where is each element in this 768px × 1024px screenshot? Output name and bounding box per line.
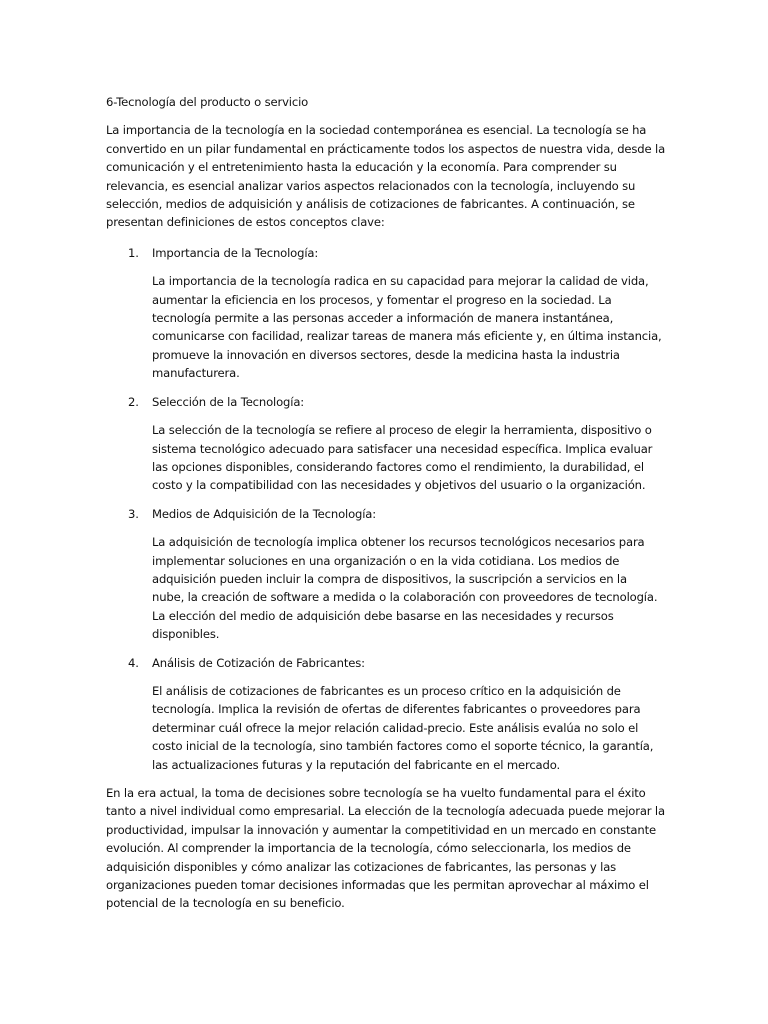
- list-item-heading-text: Selección de la Tecnología:: [152, 394, 305, 409]
- list-item-heading-text: Importancia de la Tecnología:: [152, 245, 319, 260]
- list-item-heading-text: Medios de Adquisición de la Tecnología:: [152, 506, 377, 521]
- list-item: [106, 505, 666, 644]
- list-item-body: La importancia de la tecnología radica en su capacidad para mejorar la calidad de vida, aumentar la eficiencia en los procesos, y fomentar el progreso en la sociedad. La tecnología permite a las personas acceder a información de manera instantánea, comunicarse con facilidad, realizar tareas de manera más eficiente y, en última instancia, promueve la innovación en diversos sectores, desde la medicina hasta la industria manufacturera.: [152, 274, 662, 381]
- conclusion-paragraph: En la era actual, la toma de decisiones sobre tecnología se ha vuelto fundamental para el éxito tanto a nivel individual como empresarial. La elección de la tecnología adecuada puede mejorar la productividad, impulsar la innovación y aumentar la competitividad en un mercado en constante evolución. Al comprender la importancia de la tecnología, cómo seleccionarla, los medios de adquisición disponibles y cómo analizar las cotizaciones de fabricantes, las personas y las organizaciones pueden tomar decisiones informadas que les permitan aprovechar al máximo el potencial de la tecnología en su beneficio.: [106, 786, 665, 911]
- intro-paragraph: La importancia de la tecnología en la sociedad contemporánea es esencial. La tecnología se ha convertido en un pilar fundamental en prácticamente todos los aspectos de nuestra vida, desde la comunicación y el entretenimiento hasta la educación y la economía. Para comprender su relevancia, es esencial analizar varios aspectos relacionados con la tecnología, incluyendo su selección, medios de adquisición y análisis de cotizaciones de fabricantes. A continuación, se presentan definiciones de estos conceptos clave:: [106, 123, 666, 230]
- concept-list: [106, 244, 666, 774]
- list-item-body: La selección de la tecnología se refiere al proceso de elegir la herramienta, dispositivo o sistema tecnológico adecuado para satisfacer una necesidad específica. Implica evaluar las opciones disponibles, considerando factores como el rendimiento, la durabilidad, el costo y la compatibilidad con las necesidades y objetivos del usuario o la organización.: [152, 423, 653, 493]
- list-item-heading: [106, 505, 666, 523]
- document-title: 6-Tecnología del producto o servicio: [106, 95, 309, 109]
- document-page: [106, 93, 666, 925]
- list-item-heading: [106, 393, 666, 411]
- list-item: [106, 654, 666, 774]
- list-item-body: La adquisición de tecnología implica obtener los recursos tecnológicos necesarios para implementar soluciones en una organización o en la vida cotidiana. Los medios de adquisición pueden incluir la compra de dispositivos, la suscripción a servicios en la nube, la creación de software a medida o la colaboración con proveedores de tecnología. La elección del medio de adquisición debe basarse en las necesidades y recursos disponibles.: [152, 535, 658, 642]
- list-item: [106, 244, 666, 383]
- list-item-heading-text: Análisis de Cotización de Fabricantes:: [152, 655, 365, 670]
- list-item: [106, 393, 666, 495]
- list-item-number: 3.: [128, 506, 139, 521]
- list-item-heading: [106, 244, 666, 262]
- list-item-number: 2.: [128, 394, 139, 409]
- list-item-body: El análisis de cotizaciones de fabricantes es un proceso crítico en la adquisición de tecnología. Implica la revisión de ofertas de diferentes fabricantes o proveedores para determinar cuál ofrece la mejor relación calidad-precio. Este análisis evalúa no solo el costo inicial de la tecnología, sino también factores como el soporte técnico, la garantía, las actualizaciones futuras y la reputación del fabricante en el mercado.: [152, 683, 654, 772]
- list-item-number: 4.: [128, 655, 139, 670]
- list-item-heading: [106, 654, 666, 672]
- list-item-number: 1.: [128, 245, 139, 260]
